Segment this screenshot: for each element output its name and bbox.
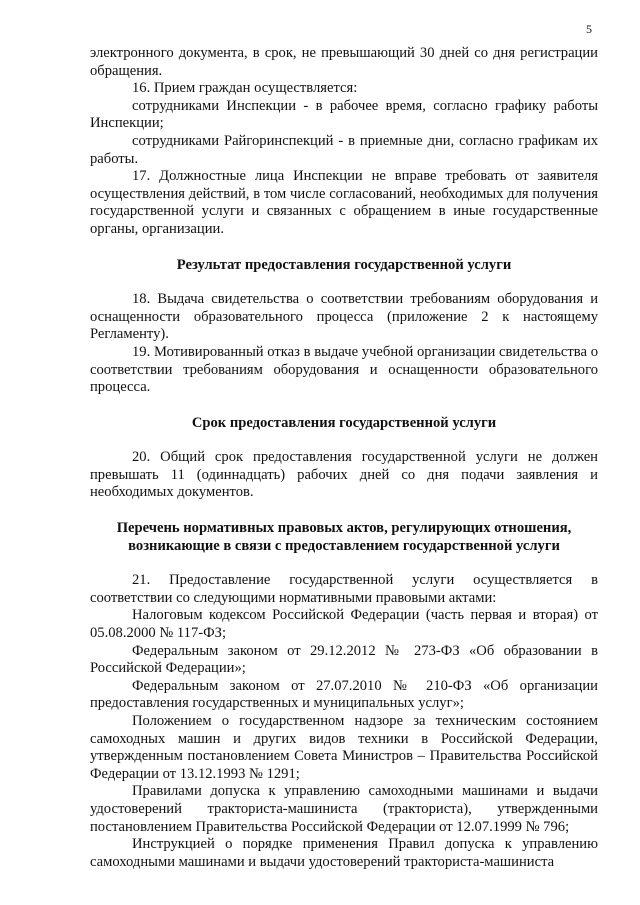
paragraph: Положением о государственном надзоре за техническим состоянием самоходных машин и других видов техники в Российской Федерации, утвержденным постановлением Совета Министров – Правительства Российской Федерации от 13.12.1993 № 1291;	[90, 713, 598, 782]
page-number: 5	[586, 22, 592, 36]
section-heading: Результат предоставления государственной услуги	[176, 256, 512, 273]
paragraph: сотрудниками Инспекции - в рабочее время, согласно графику работы Инспекции;	[90, 97, 598, 132]
paragraph: 20. Общий срок предоставления государственной услуги не должен превышать 11 (одиннадцать) рабочих дней со дня подачи заявления и необходимых документов.	[90, 449, 598, 501]
paragraph: 17. Должностные лица Инспекции не вправе требовать от заявителя осуществления действий, в том числе согласований, необходимых для получения государственной услуги и связанных с обращением в иные государственные органы, организации.	[90, 168, 598, 237]
paragraph: Федеральным законом от 29.12.2012 № 273-ФЗ «Об образовании в Российской Федерации»;	[90, 642, 598, 677]
paragraph: 19. Мотивированный отказ в выдаче учебной организации свидетельства о соответствии требованиям оборудования и оснащенности образовательного процесса.	[90, 343, 598, 396]
paragraph: Федеральным законом от 27.07.2010 № 210-ФЗ «Об организации предоставления государственных и муниципальных услуг»;	[90, 677, 598, 712]
paragraph: 21. Предоставление государственной услуги осуществляется в соответствии со следующими нормативными правовыми актами:	[90, 572, 598, 606]
paragraph: 18. Выдача свидетельства о соответствии требованиям оборудования и оснащенности образовательного процесса (приложение 2 к настоящему Регламенту).	[90, 291, 598, 343]
paragraph: электронного документа, в срок, не превышающий 30 дней со дня регистрации обращения.	[90, 45, 598, 79]
paragraph: сотрудниками Райгоринспекций - в приемные дни, согласно графикам их работы.	[90, 132, 598, 167]
paragraph: Инструкцией о порядке применения Правил допуска к управлению самоходными машинами и выдачи удостоверений тракториста-машиниста	[90, 836, 598, 870]
paragraph: Правилами допуска к управлению самоходными машинами и выдачи удостоверений тракториста-машиниста (тракториста), утвержденными постановлением Правительства Российской Федерации от 12.07.1999 № 796;	[90, 783, 598, 835]
section-heading: Перечень нормативных правовых актов, регулирующих отношения, возникающие в связи с предоставлением государственной услуги	[116, 520, 572, 554]
paragraph: 16. Прием граждан осуществляется:	[132, 80, 358, 97]
document-body	[90, 45, 598, 871]
section-heading: Срок предоставления государственной услуги	[191, 414, 497, 431]
paragraph: Налоговым кодексом Российской Федерации (часть первая и вторая) от 05.08.2000 № 117-ФЗ;	[90, 607, 598, 642]
